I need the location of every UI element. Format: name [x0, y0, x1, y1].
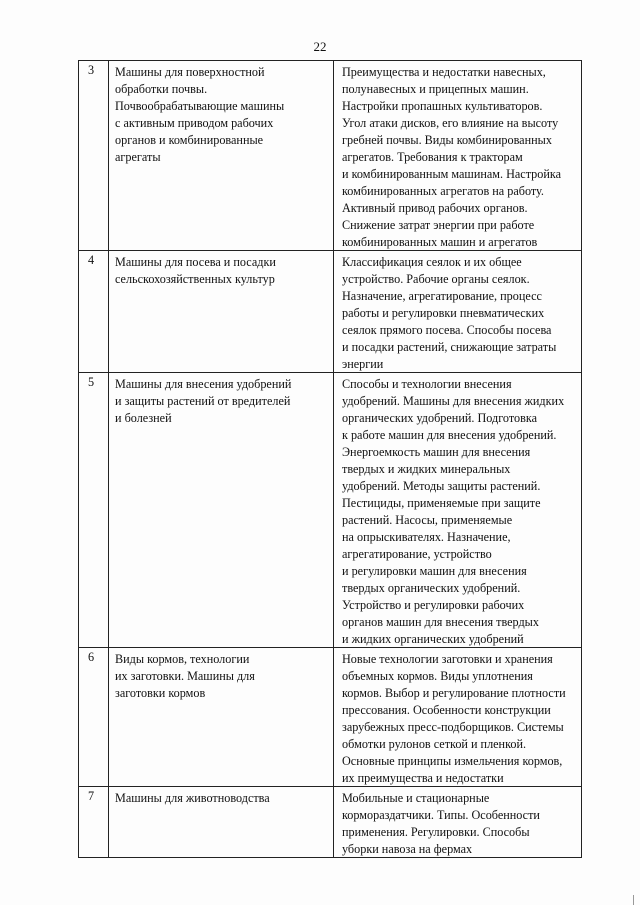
content-line: полунавесных и прицепных машин.: [342, 82, 529, 96]
content-line: органов машин для внесения твердых: [342, 615, 539, 629]
topic-line: заготовки кормов: [115, 686, 206, 700]
content-line: Угол атаки дисков, его влияние на высоту: [342, 116, 559, 130]
content-line: агрегатирование, устройство: [342, 547, 492, 561]
topic-line: и защиты растений от вредителей: [115, 394, 291, 408]
content-line: и регулировки машин для внесения: [342, 564, 527, 578]
content-line: гребней почвы. Виды комбинированных: [342, 133, 552, 147]
content-line: агрегатов. Требования к тракторам: [342, 150, 523, 164]
row-content: [334, 787, 581, 857]
page-number: 22: [313, 39, 327, 54]
topic-line: Машины для животноводства: [115, 791, 270, 805]
row-content: [334, 648, 581, 786]
content-line: твердых и жидких минеральных: [342, 462, 511, 476]
content-line: растений. Насосы, применяемые: [342, 513, 513, 527]
topic-line: агрегаты: [115, 150, 161, 164]
content-line: обмотки рулонов сеткой и пленкой.: [342, 737, 527, 751]
content-line: Мобильные и стационарные: [342, 791, 490, 805]
content-line: их преимущества и недостатки: [342, 771, 504, 785]
content-line: Преимущества и недостатки навесных,: [342, 65, 546, 79]
content-line: Пестициды, применяемые при защите: [342, 496, 541, 510]
content-line: и комбинированным машинам. Настройка: [342, 167, 562, 181]
content-line: зарубежных пресс-подборщиков. Системы: [342, 720, 564, 734]
topic-line: с активным приводом рабочих: [115, 116, 274, 130]
table-row: [79, 61, 582, 251]
table-row: [79, 787, 582, 858]
content-line: Энергоемкость машин для внесения: [342, 445, 531, 459]
topic-line: Машины для внесения удобрений: [115, 377, 292, 391]
syllabus-table: [78, 60, 582, 858]
content-line: уборки навоза на фермах: [342, 842, 473, 856]
topic-line: Машины для посева и посадки: [115, 255, 276, 269]
content-line: Назначение, агрегатирование, процесс: [342, 289, 542, 303]
content-line: комбинированных агрегатов на работу.: [342, 184, 544, 198]
row-number: 6: [88, 650, 95, 664]
table-row: [79, 251, 582, 373]
content-line: Новые технологии заготовки и хранения: [342, 652, 553, 666]
topic-line: органов и комбинированные: [115, 133, 264, 147]
topic-line: и болезней: [115, 411, 172, 425]
content-line: объемных кормов. Виды уплотнения: [342, 669, 533, 683]
topic-line: Почвообрабатывающие машины: [115, 99, 285, 113]
content-line: устройство. Рабочие органы сеялок.: [342, 272, 530, 286]
row-topic: [109, 787, 333, 806]
content-line: комбинированных машин и агрегатов: [342, 235, 538, 249]
content-line: на опрыскивателях. Назначение,: [342, 530, 511, 544]
topic-line: Виды кормов, технологии: [115, 652, 250, 666]
topic-line: Машины для поверхностной: [115, 65, 265, 79]
content-line: удобрений. Машины для внесения жидких: [342, 394, 565, 408]
row-number: 5: [88, 375, 95, 389]
row-topic: [109, 373, 333, 426]
row-number: 7: [88, 789, 95, 803]
content-line: энергии: [342, 357, 384, 371]
content-line: и жидких органических удобрений: [342, 632, 524, 646]
row-content: [334, 373, 581, 647]
row-topic: [109, 251, 333, 287]
table-row: [79, 648, 582, 787]
row-content: [334, 251, 581, 372]
table-row: [79, 373, 582, 648]
topic-line: обработки почвы.: [115, 82, 208, 96]
scan-edge-mark: [633, 895, 640, 905]
row-topic: [109, 648, 333, 701]
row-number: 3: [88, 63, 95, 77]
content-line: работы и регулировки пневматических: [342, 306, 545, 320]
content-line: твердых органических удобрений.: [342, 581, 521, 595]
row-topic: [109, 61, 333, 165]
topic-line: сельскохозяйственных культур: [115, 272, 275, 286]
content-line: и посадки растений, снижающие затраты: [342, 340, 557, 354]
topic-line: их заготовки. Машины для: [115, 669, 255, 683]
content-line: прессования. Особенности конструкции: [342, 703, 551, 717]
content-line: к работе машин для внесения удобрений.: [342, 428, 557, 442]
row-content: [334, 61, 581, 250]
content-line: Устройство и регулировки рабочих: [342, 598, 525, 612]
content-line: Основные принципы измельчения кормов,: [342, 754, 563, 768]
content-line: сеялок прямого посева. Способы посева: [342, 323, 552, 337]
content-line: удобрений. Методы защиты растений.: [342, 479, 541, 493]
content-line: кормов. Выбор и регулирование плотности: [342, 686, 566, 700]
row-number: 4: [88, 253, 95, 267]
content-line: Активный привод рабочих органов.: [342, 201, 528, 215]
content-line: Настройки пропашных культиваторов.: [342, 99, 543, 113]
content-line: Способы и технологии внесения: [342, 377, 512, 391]
content-line: Классификация сеялок и их общее: [342, 255, 522, 269]
content-line: применения. Регулировки. Способы: [342, 825, 530, 839]
content-line: органических удобрений. Подготовка: [342, 411, 537, 425]
content-line: Снижение затрат энергии при работе: [342, 218, 535, 232]
content-line: кормораздатчики. Типы. Особенности: [342, 808, 540, 822]
